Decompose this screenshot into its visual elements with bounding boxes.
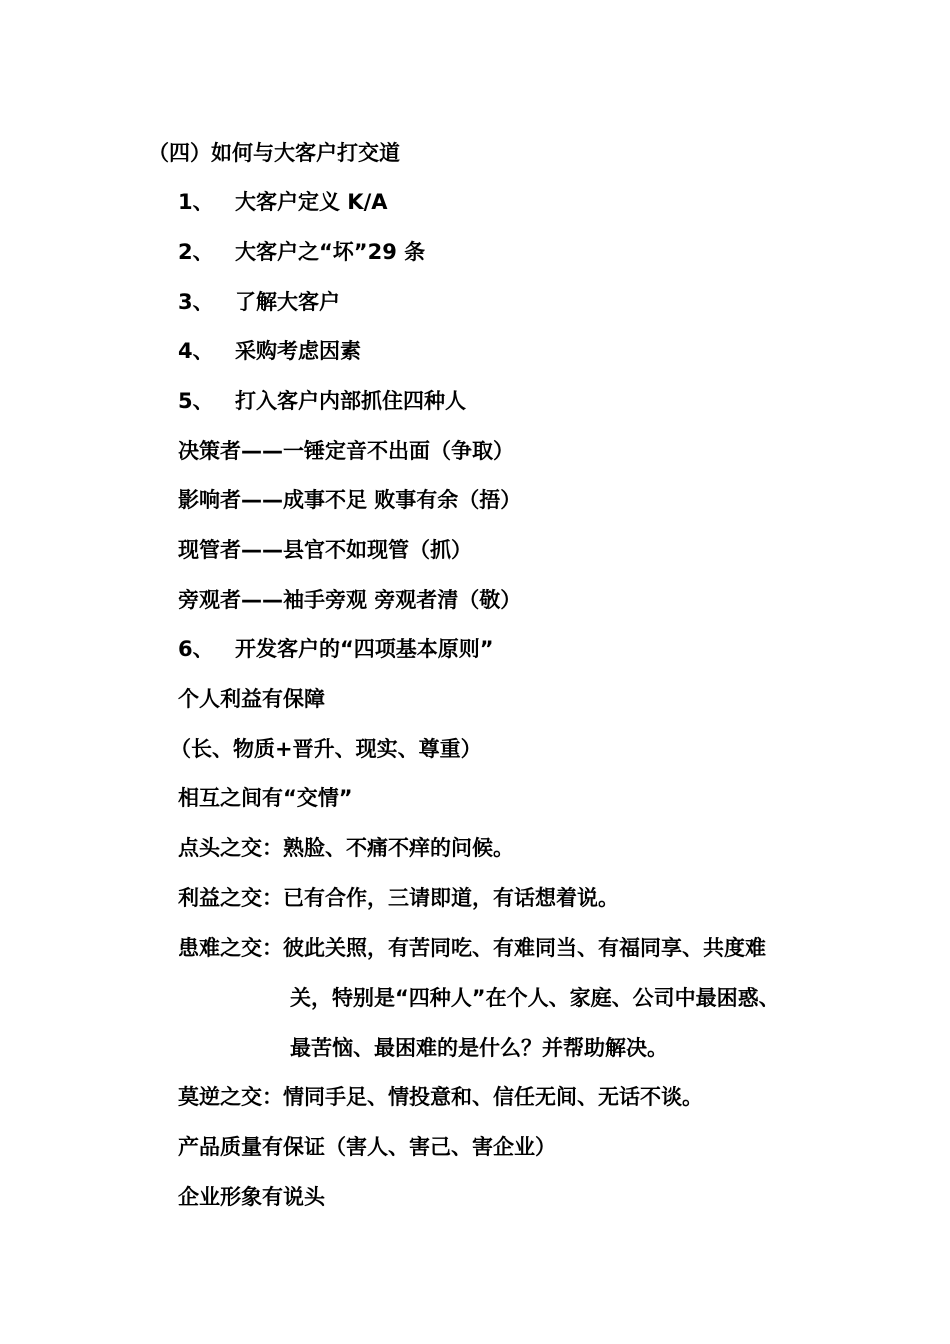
- principle-line: 相互之间有“交情”: [178, 786, 353, 810]
- item-number: 1、: [178, 190, 214, 214]
- principle-line: 个人利益有保障: [178, 687, 325, 711]
- item-text: 了解大客户: [235, 290, 340, 314]
- principle-detail: （长、物质+晋升、现实、尊重）: [170, 737, 482, 761]
- role-line: 旁观者——袖手旁观 旁观者清（敬）: [178, 588, 522, 612]
- relationship-line: 点头之交：熟脸、不痛不痒的问候。: [178, 836, 514, 860]
- item-number: 3、: [178, 290, 214, 314]
- relationship-continuation: 最苦恼、最困难的是什么？并帮助解决。: [290, 1036, 668, 1060]
- item-number: 5、: [178, 389, 214, 413]
- role-line: 决策者——一锤定音不出面（争取）: [178, 439, 514, 463]
- item-number: 4、: [178, 339, 214, 363]
- item-number: 6、: [178, 637, 214, 661]
- item-number: 2、: [178, 240, 214, 264]
- section-heading: （四）如何与大客户打交道: [148, 141, 400, 165]
- relationship-line: 患难之交：彼此关照，有苦同吃、有难同当、有福同享、共度难: [178, 936, 766, 960]
- item-text: 大客户之“坏”29 条: [235, 240, 426, 264]
- relationship-line: 莫逆之交：情同手足、情投意和、信任无间、无话不谈。: [178, 1085, 703, 1109]
- item-text: 打入客户内部抓住四种人: [235, 389, 466, 413]
- item-text: 大客户定义 K/A: [235, 190, 388, 214]
- relationship-line: 利益之交：已有合作，三请即道，有话想着说。: [178, 886, 619, 910]
- item-text: 开发客户的“四项基本原则”: [235, 637, 494, 661]
- relationship-continuation: 关，特别是“四种人”在个人、家庭、公司中最困惑、: [290, 986, 780, 1010]
- principle-line: 企业形象有说头: [178, 1185, 325, 1209]
- role-line: 影响者——成事不足 败事有余（捂）: [178, 488, 522, 512]
- principle-line: 产品质量有保证（害人、害己、害企业）: [178, 1135, 556, 1159]
- role-line: 现管者——县官不如现管（抓）: [178, 538, 472, 562]
- item-text: 采购考虑因素: [235, 339, 361, 363]
